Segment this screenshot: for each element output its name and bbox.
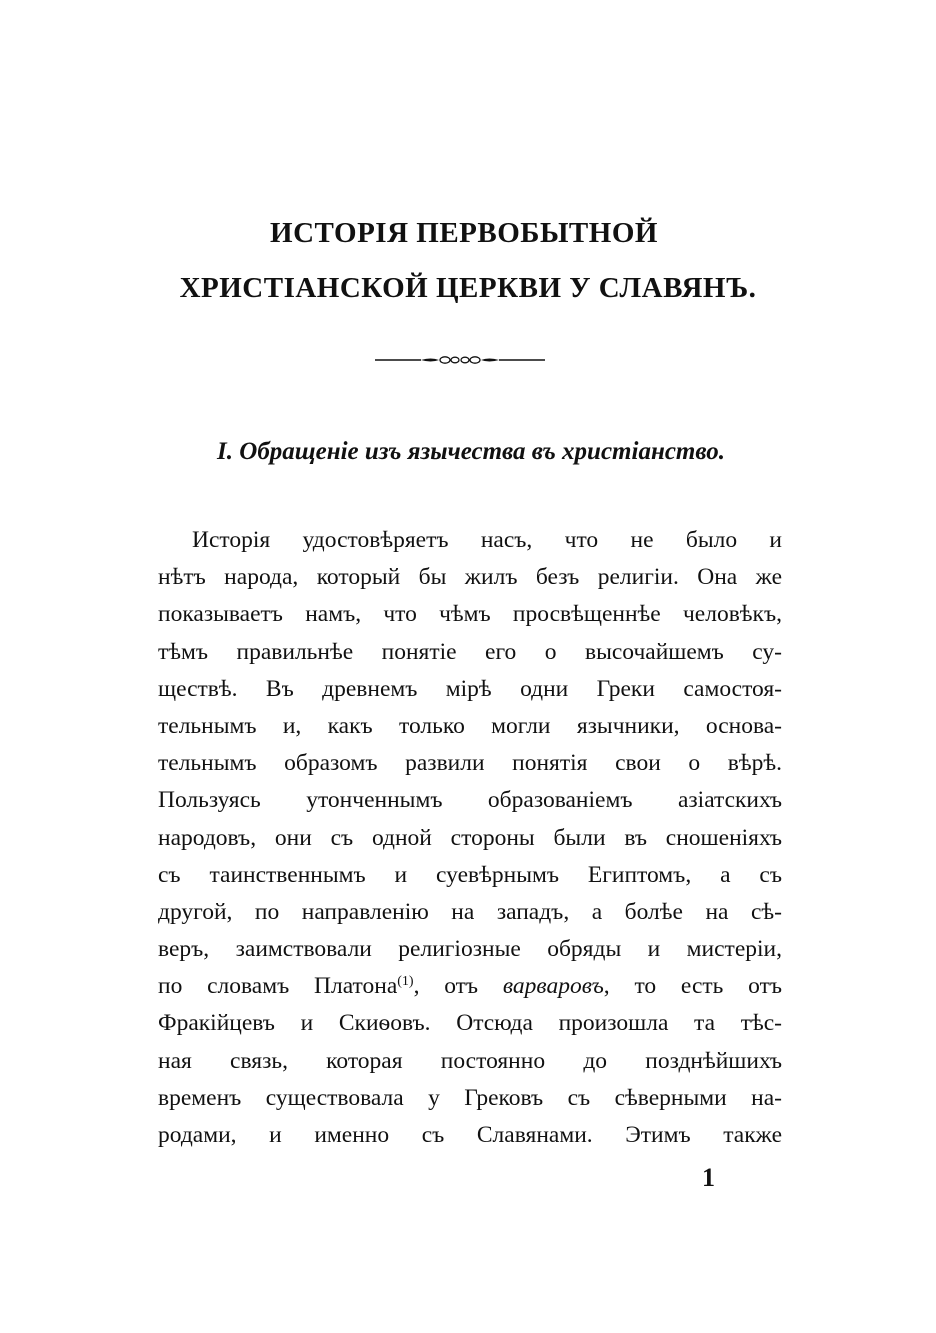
body-paragraph <box>158 522 782 1154</box>
text-line: тельнымъ и, какъ только могли язычники, основа- <box>158 712 782 739</box>
section-heading: I. Обращеніе изъ язычества въ христіанство. <box>217 438 725 465</box>
italic-word: варваровъ <box>502 973 604 1000</box>
page-number: 1 <box>702 1163 715 1192</box>
text-line: ная связь, которая постоянно до позднѣйшихъ <box>158 1047 782 1074</box>
text-line: тѣмъ правильнѣе понятіе его о высочайшемъ су- <box>158 638 782 665</box>
text-line: показываетъ намъ, что чѣмъ просвѣщеннѣе человѣкъ, <box>158 601 782 628</box>
text-line: съ таинственнымъ и суевѣрнымъ Египтомъ, а съ <box>158 861 782 888</box>
text-line: Пользуясь утонченнымъ образованіемъ азіатскихъ <box>158 787 782 814</box>
text-line-with-footnote <box>158 968 782 1005</box>
text-line: Исторія удостовѣряетъ насъ, что не было и <box>192 527 782 553</box>
text-line: родами, и именно съ Славянами. Этимъ также <box>158 1122 782 1148</box>
text-line: веръ, заимствовали религіозные обряды и мистеріи, <box>158 936 782 963</box>
text-line: ществѣ. Въ древнемъ мірѣ одни Греки самостоя- <box>158 675 782 702</box>
text-line: нѣтъ народа, который бы жилъ безъ религіи. Она же <box>158 564 782 591</box>
text-line: другой, по направленію на западъ, а болѣе на сѣ- <box>158 898 782 925</box>
line-text-middle: , отъ <box>413 973 479 1000</box>
text-line: Фракійцевъ и Скиѳовъ. Отсюда произошла та тѣс- <box>158 1010 782 1037</box>
title-line-1: ИСТОРІЯ ПЕРВОБЫТНОЙ <box>270 217 658 249</box>
footnote-marker[interactable]: (1) <box>397 974 414 990</box>
line-text-after: , то есть отъ <box>603 973 782 1000</box>
ornament-divider <box>373 350 547 370</box>
text-line: народовъ, они съ одной стороны были въ сношеніяхъ <box>158 824 782 851</box>
text-line: тельнымъ образомъ развили понятія свои о вѣрѣ. <box>158 750 782 777</box>
title-line-2: ХРИСТІАНСКОЙ ЦЕРКВИ У СЛАВЯНЪ. <box>179 272 757 304</box>
line-text-before: по словамъ Платона <box>158 973 398 1000</box>
text-line: временъ существовала у Грековъ съ сѣверными на- <box>158 1084 782 1111</box>
